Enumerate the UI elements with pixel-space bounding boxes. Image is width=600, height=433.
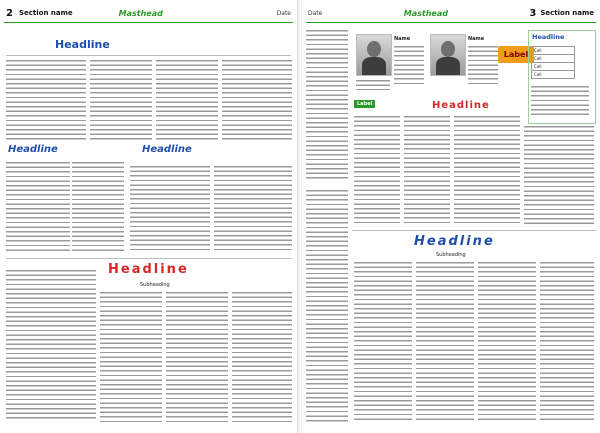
divider [6, 55, 291, 56]
feature-subheading: Subheading [140, 282, 170, 288]
expert-intro-tag: Label [498, 46, 534, 63]
schedule-title: Headline [532, 33, 565, 41]
table-cell: Cell [532, 71, 575, 79]
table-row [532, 71, 575, 79]
right-page [302, 0, 600, 433]
table-cell: Cell [532, 63, 575, 71]
right-page-header [308, 4, 594, 22]
page-number: 3 [529, 7, 537, 19]
article-headline: Headline [142, 144, 192, 155]
article-body [6, 162, 70, 254]
article-body [524, 126, 594, 226]
photo-caption [356, 80, 390, 90]
article-body [454, 116, 520, 226]
article-body [90, 60, 152, 140]
article-body [166, 292, 228, 422]
issue-date: Date [276, 9, 291, 17]
article-body [354, 262, 412, 422]
table-cell: Cell [532, 55, 575, 63]
expert-name: Name [468, 36, 485, 42]
section-name: Section name [18, 9, 73, 17]
left-page-header [6, 4, 291, 22]
page-number: 2 [6, 7, 13, 19]
article-headline: Headline [432, 100, 490, 111]
header-rule [306, 22, 596, 23]
feature-headline: Headline [108, 262, 189, 277]
expert-photo [356, 34, 392, 76]
article-body [214, 166, 292, 252]
schedule-table [531, 46, 575, 79]
article-body [6, 270, 96, 422]
divider [6, 258, 291, 259]
table-row [532, 55, 575, 63]
left-page [0, 0, 298, 433]
expert-photo [430, 34, 466, 76]
article-body [156, 60, 218, 140]
masthead-logo: Masthead [403, 8, 448, 18]
article-body [232, 292, 292, 422]
masthead-logo: Masthead [118, 8, 163, 18]
article-body [100, 292, 162, 422]
issue-date: Date [308, 9, 323, 17]
article-body [354, 116, 400, 226]
article-body [72, 162, 124, 254]
article-body [306, 30, 348, 180]
expert-bio [468, 46, 498, 86]
article-body [222, 60, 292, 140]
column-tag: Label [354, 100, 375, 108]
article-headline: Headline [55, 38, 110, 51]
schedule-notes [531, 86, 589, 118]
expert-name: Name [394, 36, 411, 42]
article-body [540, 262, 594, 422]
article-body [478, 262, 536, 422]
article-body [6, 60, 86, 140]
table-row [532, 47, 575, 55]
article-body [130, 166, 210, 252]
feature-subheading: Subheading [436, 252, 466, 258]
table-cell: Cell [532, 47, 575, 55]
feature-headline: Headline [414, 234, 495, 249]
article-body [416, 262, 474, 422]
expert-bio [394, 46, 424, 86]
article-body [306, 190, 348, 422]
table-row [532, 63, 575, 71]
header-rule [4, 22, 293, 23]
article-headline: Headline [8, 144, 58, 155]
article-body [404, 116, 450, 226]
section-name: Section name [540, 9, 594, 17]
divider [352, 230, 596, 231]
